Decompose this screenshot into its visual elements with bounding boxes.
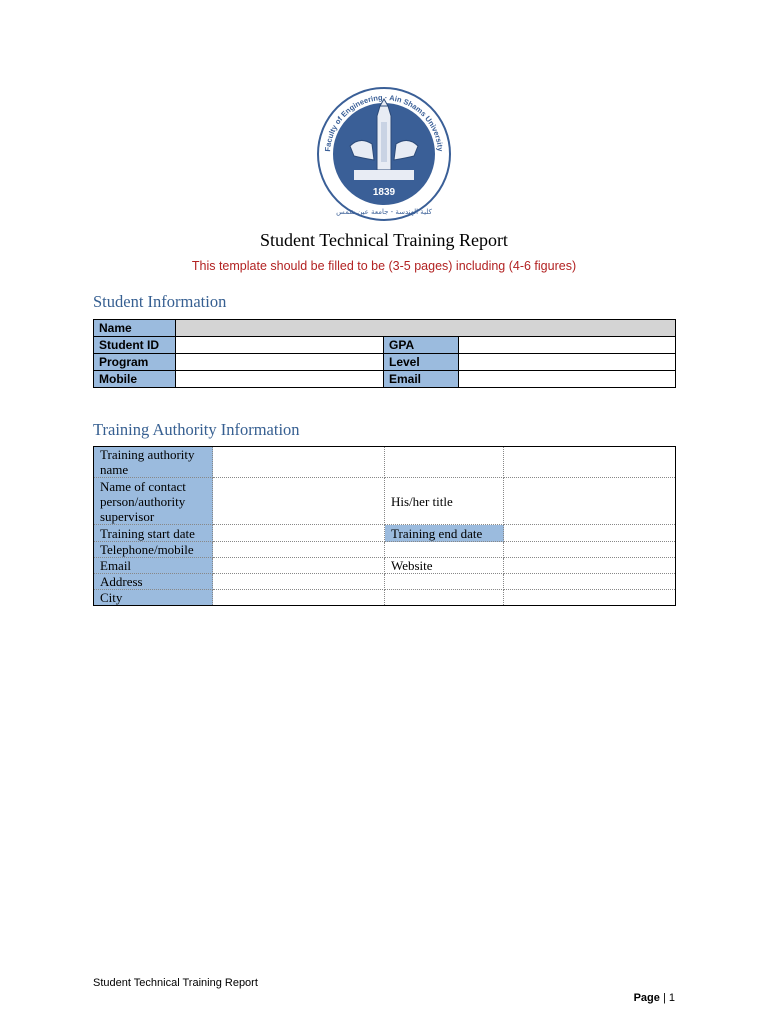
name-label: Name bbox=[94, 320, 176, 337]
table-row bbox=[94, 447, 676, 478]
table-row bbox=[94, 478, 676, 525]
telephone-extra-field[interactable] bbox=[385, 542, 504, 558]
student-info-table bbox=[93, 319, 676, 388]
telephone-extra-field-2[interactable] bbox=[504, 542, 676, 558]
table-row bbox=[94, 542, 676, 558]
logo-arabic-text: كلية الهندسة - جامعة عين شمس bbox=[336, 208, 432, 216]
address-field[interactable] bbox=[213, 574, 385, 590]
website-label: Website bbox=[385, 558, 504, 574]
table-row bbox=[94, 590, 676, 606]
university-logo bbox=[314, 86, 454, 222]
table-row bbox=[94, 337, 676, 354]
end-date-field[interactable] bbox=[504, 525, 676, 542]
authority-name-extra-field-2[interactable] bbox=[504, 447, 676, 478]
website-field[interactable] bbox=[504, 558, 676, 574]
authority-email-label: Email bbox=[94, 558, 213, 574]
table-row bbox=[94, 574, 676, 590]
title-field[interactable] bbox=[504, 478, 676, 525]
mobile-label: Mobile bbox=[94, 371, 176, 388]
telephone-label: Telephone/mobile bbox=[94, 542, 213, 558]
student-id-label: Student ID bbox=[94, 337, 176, 354]
table-row bbox=[94, 354, 676, 371]
city-field[interactable] bbox=[213, 590, 385, 606]
program-label: Program bbox=[94, 354, 176, 371]
table-row bbox=[94, 320, 676, 337]
title-label: His/her title bbox=[385, 478, 504, 525]
authority-name-extra-field[interactable] bbox=[385, 447, 504, 478]
email-label: Email bbox=[384, 371, 459, 388]
start-date-field[interactable] bbox=[213, 525, 385, 542]
document-subtitle: This template should be filled to be (3-5 pages) including (4-6 figures) bbox=[191, 259, 577, 273]
page-number bbox=[634, 992, 675, 1004]
student-id-field[interactable] bbox=[176, 337, 384, 354]
program-field[interactable] bbox=[176, 354, 384, 371]
table-row bbox=[94, 558, 676, 574]
training-authority-heading: Training Authority Information bbox=[93, 420, 300, 439]
telephone-field[interactable] bbox=[213, 542, 385, 558]
start-date-label: Training start date bbox=[94, 525, 213, 542]
document-title: Student Technical Training Report bbox=[260, 230, 508, 250]
contact-person-label: Name of contact person/authority supervisor bbox=[94, 478, 213, 525]
gpa-label: GPA bbox=[384, 337, 459, 354]
authority-email-field[interactable] bbox=[213, 558, 385, 574]
student-info-heading: Student Information bbox=[93, 292, 227, 311]
contact-person-field[interactable] bbox=[213, 478, 385, 525]
level-field[interactable] bbox=[459, 354, 676, 371]
address-label: Address bbox=[94, 574, 213, 590]
end-date-label: Training end date bbox=[385, 525, 504, 542]
address-extra-field-2[interactable] bbox=[504, 574, 676, 590]
logo-year: 1839 bbox=[372, 187, 396, 198]
footer-title: Student Technical Training Report bbox=[93, 977, 258, 989]
city-extra-field[interactable] bbox=[385, 590, 504, 606]
logo-ring-text: Faculty of Engineering · Ain Shams University bbox=[323, 92, 445, 152]
authority-name-field[interactable] bbox=[213, 447, 385, 478]
page-label: Page bbox=[633, 992, 660, 1004]
authority-name-label: Training authority name bbox=[94, 447, 213, 478]
gpa-field[interactable] bbox=[459, 337, 676, 354]
name-field[interactable] bbox=[176, 320, 676, 337]
table-row bbox=[94, 371, 676, 388]
page-number-value: 1 bbox=[668, 992, 675, 1004]
mobile-field[interactable] bbox=[176, 371, 384, 388]
address-extra-field[interactable] bbox=[385, 574, 504, 590]
email-field[interactable] bbox=[459, 371, 676, 388]
table-row bbox=[94, 525, 676, 542]
page-separator: | bbox=[662, 992, 666, 1004]
training-authority-table bbox=[93, 446, 676, 606]
level-label: Level bbox=[384, 354, 459, 371]
city-extra-field-2[interactable] bbox=[504, 590, 676, 606]
city-label: City bbox=[94, 590, 213, 606]
